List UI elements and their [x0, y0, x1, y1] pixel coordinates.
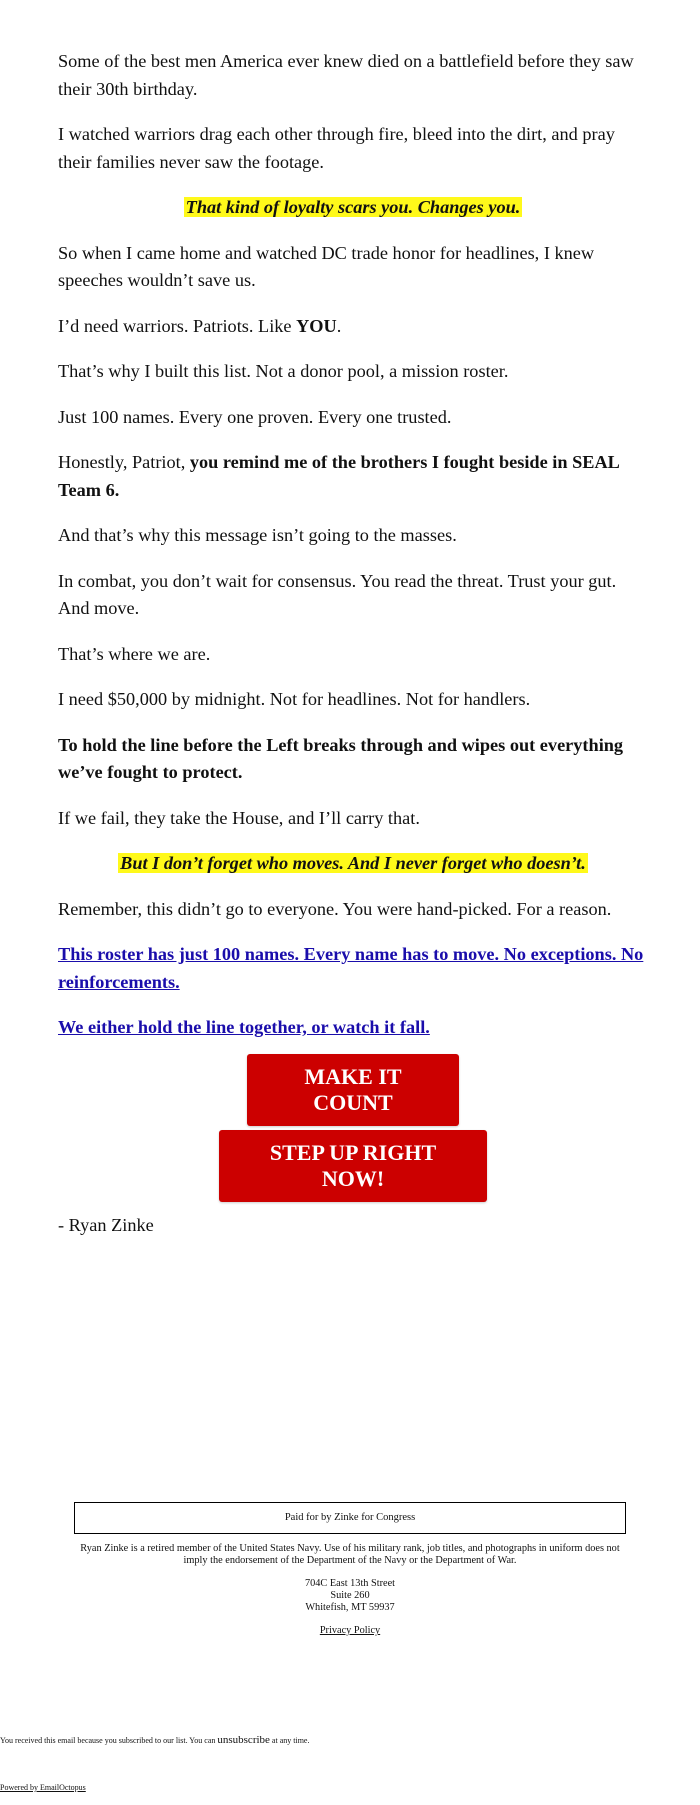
footer-disclaimer [80, 1543, 620, 1648]
powered-by [0, 1783, 86, 1792]
text: I’d need warriors. Patriots. Like [58, 315, 297, 336]
donate-link-roster[interactable]: This roster has just 100 names. Every name has to move. No exceptions. No reinforcements. [58, 944, 644, 992]
step-up-button[interactable]: STEP UP RIGHT NOW! [219, 1130, 487, 1202]
paragraph [58, 313, 648, 341]
paragraph: So when I came home and watched DC trade honor for headlines, I knew speeches wouldn’t save us. [58, 242, 595, 290]
text: You received this email because you subscribed to our list. You can [0, 1736, 218, 1745]
button-row [58, 1130, 648, 1202]
make-it-count-button[interactable]: MAKE IT COUNT [247, 1054, 459, 1126]
highlight-text: But I don’t forget who moves. And I never forget who doesn’t. [120, 853, 586, 873]
paid-for-box: Paid for by Zinke for Congress [74, 1502, 626, 1534]
highlight-text: That kind of loyalty scars you. Changes you. [185, 197, 521, 217]
disclaimer-text: Ryan Zinke is a retired member of the United States Navy. Use of his military rank, job titles, and photographs in uniform does not imply the endorsement of the Department of the Navy or the Department of War. [80, 1543, 620, 1566]
link-paragraph [58, 1014, 648, 1042]
button-row [58, 1054, 648, 1126]
bold-text: you remind me of the brothers I fought beside in SEAL Team 6. [58, 452, 619, 500]
text: Honestly, Patriot, [58, 452, 190, 472]
unsubscribe-link[interactable]: unsubscribe [217, 1734, 270, 1746]
privacy-policy-link[interactable]: Privacy Policy [319, 1625, 381, 1636]
signature: - Ryan Zinke [58, 1214, 154, 1235]
paragraph: I watched warriors drag each other through fire, bleed into the dirt, and pray their families never saw the footage. [58, 124, 615, 172]
text: at any time. [269, 1736, 310, 1745]
paragraph: I need $50,000 by midnight. Not for headlines. Not for handlers. [58, 689, 531, 709]
highlight-line [58, 194, 648, 222]
highlight-line [58, 850, 648, 878]
unsubscribe-notice [0, 1734, 309, 1746]
paragraph: Remember, this didn’t go to everyone. You were hand-picked. For a reason. [58, 898, 612, 919]
paragraph: In combat, you don’t wait for consensus. You read the threat. Trust your gut. And move. [58, 570, 617, 618]
address-line: Whitefish, MT 59937 [305, 1602, 395, 1613]
paragraph: Some of the best men America ever knew died on a battlefield before they saw their 30th birthday. [58, 51, 634, 99]
paragraph: That’s where we are. [58, 643, 211, 664]
powered-by-link[interactable]: Powered by EmailOctopus [0, 1783, 86, 1792]
paragraph: And that’s why this message isn’t going to the masses. [58, 525, 457, 545]
address-line: 704C East 13th Street [304, 1578, 396, 1589]
paragraph [58, 449, 648, 504]
address-line: Suite 260 [330, 1590, 370, 1601]
link-paragraph [58, 941, 648, 996]
privacy-row [80, 1625, 620, 1637]
text: . [336, 315, 342, 336]
paragraph: That’s why I built this list. Not a donor pool, a mission roster. [58, 361, 509, 381]
email-body [58, 48, 648, 1257]
bold-text: YOU [296, 315, 337, 336]
bold-text: To hold the line before the Left breaks through and wipes out everything we’ve fought to protect. [58, 734, 624, 782]
donate-link-hold-line[interactable]: We either hold the line together, or watch it fall. [58, 1017, 430, 1037]
mailing-address [80, 1578, 620, 1614]
paragraph: Just 100 names. Every one proven. Every one trusted. [58, 406, 452, 427]
paragraph: If we fail, they take the House, and I’ll carry that. [58, 807, 420, 828]
bold-paragraph [58, 732, 648, 787]
